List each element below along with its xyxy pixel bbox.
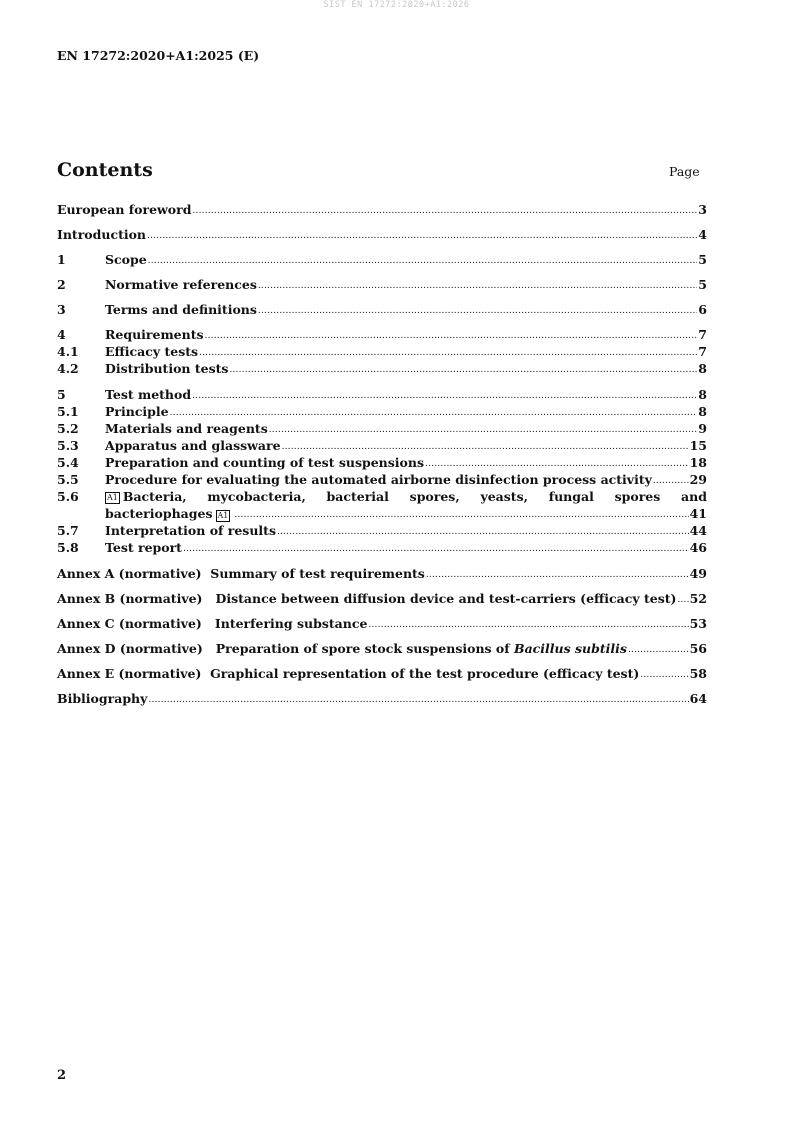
- dot-leader: [147, 229, 697, 243]
- watermark: SIST EN 17272:2020+A1:2026: [323, 0, 470, 10]
- document-id: EN 17272:2020+A1:2025 (E): [57, 48, 260, 63]
- toc-number: 5.5: [57, 472, 79, 487]
- toc-entry-distribution-tests[interactable]: [57, 361, 707, 377]
- dot-leader: [229, 363, 697, 377]
- dot-leader: [425, 457, 689, 471]
- toc-title: Test report: [105, 540, 182, 555]
- toc-title: Bibliography: [57, 691, 148, 706]
- amendment-end-marker-icon: A1: [217, 511, 229, 520]
- dot-leader: [269, 423, 698, 437]
- toc-page: 7: [698, 344, 707, 359]
- toc-number: 5.3: [57, 438, 79, 453]
- dot-leader: [148, 254, 698, 268]
- dot-leader: [183, 542, 689, 556]
- dot-leader: [368, 618, 688, 632]
- toc-title: Requirements: [105, 327, 204, 342]
- toc-page: 3: [698, 202, 707, 217]
- toc-page: 41: [689, 506, 707, 521]
- toc-entry-annex-d[interactable]: [57, 641, 707, 657]
- toc-entry-bacteria-line1[interactable]: [105, 489, 707, 505]
- toc-page: 52: [689, 591, 707, 606]
- toc-number: 5.1: [57, 404, 79, 419]
- toc-title: Annex A (normative) Summary of test requirements: [57, 566, 425, 581]
- toc-title: Annex C (normative) Interfering substance: [57, 616, 368, 631]
- toc-entry-preparation-and-counting[interactable]: [57, 455, 707, 471]
- toc-page: 8: [698, 387, 707, 402]
- toc-number: 5.4: [57, 455, 79, 470]
- toc-title: Preparation and counting of test suspensions: [105, 455, 425, 470]
- toc-entry-apparatus-and-glassware[interactable]: [57, 438, 707, 454]
- toc-title: Principle: [105, 404, 169, 419]
- toc-page: 5: [698, 277, 707, 292]
- toc-entry-interpretation-of-results[interactable]: [57, 523, 707, 539]
- toc-number: 4.2: [57, 361, 79, 376]
- toc-page: 8: [698, 404, 707, 419]
- toc-entry-terms-and-definitions[interactable]: [57, 302, 707, 318]
- toc-number: 4: [57, 327, 66, 342]
- toc-page: 53: [689, 616, 707, 631]
- toc-title: Procedure for evaluating the automated airborne disinfection process activity: [105, 472, 652, 487]
- toc-entry-bibliography[interactable]: [57, 691, 707, 707]
- toc-page: 9: [698, 421, 707, 436]
- toc-number: 5.2: [57, 421, 79, 436]
- toc-number: 5: [57, 387, 66, 402]
- dot-leader: [148, 693, 688, 707]
- toc-word: yeasts,: [480, 489, 528, 504]
- toc-title: Apparatus and glassware: [105, 438, 281, 453]
- toc-title: bacteriophages: [105, 506, 213, 521]
- toc-page: 6: [698, 302, 707, 317]
- toc-number: 5.6: [57, 489, 79, 504]
- toc-entry-annex-c[interactable]: [57, 616, 707, 632]
- toc-title: Introduction: [57, 227, 147, 242]
- dot-leader: [192, 204, 697, 218]
- toc-word-group-1: [105, 489, 187, 505]
- toc-title: Normative references: [105, 277, 257, 292]
- toc-page: 29: [689, 472, 707, 487]
- toc-page: 56: [689, 641, 707, 656]
- dot-leader: [282, 440, 689, 454]
- toc-page: 64: [689, 691, 707, 706]
- toc-word: mycobacteria,: [207, 489, 306, 504]
- toc-title: [57, 641, 627, 657]
- toc-number: 3: [57, 302, 66, 317]
- toc-entry-efficacy-tests[interactable]: [57, 344, 707, 360]
- toc-title: Efficacy tests: [105, 344, 199, 359]
- dot-leader: [277, 525, 689, 539]
- dot-leader: [653, 474, 689, 488]
- dot-leader: [628, 643, 689, 657]
- toc-page: 18: [689, 455, 707, 470]
- toc-title: Annex B (normative) Distance between diffusion device and test-carriers (efficacy test): [57, 591, 677, 606]
- amendment-start-marker-icon: A1: [107, 493, 118, 502]
- toc-title: Distribution tests: [105, 361, 229, 376]
- toc-entry-principle[interactable]: [57, 404, 707, 420]
- contents-title: Contents: [57, 159, 153, 181]
- toc-page: 5: [698, 252, 707, 267]
- toc-number: 5.8: [57, 540, 79, 555]
- dot-leader: [205, 329, 698, 343]
- dot-leader: [199, 346, 697, 360]
- toc-entry-annex-e[interactable]: [57, 666, 707, 682]
- toc-title-italic: Bacillus subtilis: [514, 641, 627, 656]
- toc-title: Annex E (normative) Graphical representation of the test procedure (efficacy test): [57, 666, 640, 681]
- toc-word: bacterial: [326, 489, 389, 504]
- toc-page: 15: [689, 438, 707, 453]
- toc-entry-requirements[interactable]: [57, 327, 707, 343]
- toc-number: 4.1: [57, 344, 79, 359]
- toc-entry-european-foreword[interactable]: [57, 202, 707, 218]
- toc-number: 2: [57, 277, 66, 292]
- toc-title: Terms and definitions: [105, 302, 257, 317]
- dot-leader: [234, 508, 688, 522]
- toc-page: 46: [689, 540, 707, 555]
- toc-word: and: [681, 489, 707, 504]
- toc-entry-procedure-evaluating[interactable]: [57, 472, 707, 488]
- toc-entry-bacteria-number: [57, 489, 105, 505]
- toc-entry-annex-a[interactable]: [57, 566, 707, 582]
- toc-entry-test-method[interactable]: [57, 387, 707, 403]
- toc-entry-introduction[interactable]: [57, 227, 707, 243]
- toc-page: 44: [689, 523, 707, 538]
- toc-entry-bacteria-line2[interactable]: [105, 506, 707, 522]
- toc-number: 1: [57, 252, 66, 267]
- dot-leader: [258, 279, 697, 293]
- toc-word: spores,: [409, 489, 460, 504]
- dot-leader: [192, 389, 697, 403]
- toc-title: European foreword: [57, 202, 192, 217]
- toc-entry-annex-b[interactable]: [57, 591, 707, 607]
- toc-word: fungal: [548, 489, 594, 504]
- toc-word: Bacteria,: [122, 489, 187, 504]
- dot-leader: [258, 304, 697, 318]
- toc-entry-scope[interactable]: [57, 252, 707, 268]
- toc-page: 7: [698, 327, 707, 342]
- toc-title: Scope: [105, 252, 147, 267]
- toc-page: 8: [698, 361, 707, 376]
- toc-title: Interpretation of results: [105, 523, 276, 538]
- page-column-label: Page: [669, 164, 700, 179]
- toc-title: Test method: [105, 387, 192, 402]
- toc-number: 5.7: [57, 523, 79, 538]
- dot-leader: [170, 406, 698, 420]
- toc-title-plain: Annex D (normative) Preparation of spore stock suspensions of: [57, 641, 515, 656]
- page-number: 2: [57, 1068, 67, 1083]
- toc-page: 58: [689, 666, 707, 681]
- dot-leader: [640, 668, 688, 682]
- toc-title: Materials and reagents: [105, 421, 268, 436]
- toc-page: 4: [698, 227, 707, 242]
- toc-page: 49: [689, 566, 707, 581]
- toc-word: spores: [614, 489, 661, 504]
- toc-entry-test-report[interactable]: [57, 540, 707, 556]
- dot-leader: [677, 593, 688, 607]
- toc-entry-materials-and-reagents[interactable]: [57, 421, 707, 437]
- dot-leader: [426, 568, 689, 582]
- toc-entry-normative-references[interactable]: [57, 277, 707, 293]
